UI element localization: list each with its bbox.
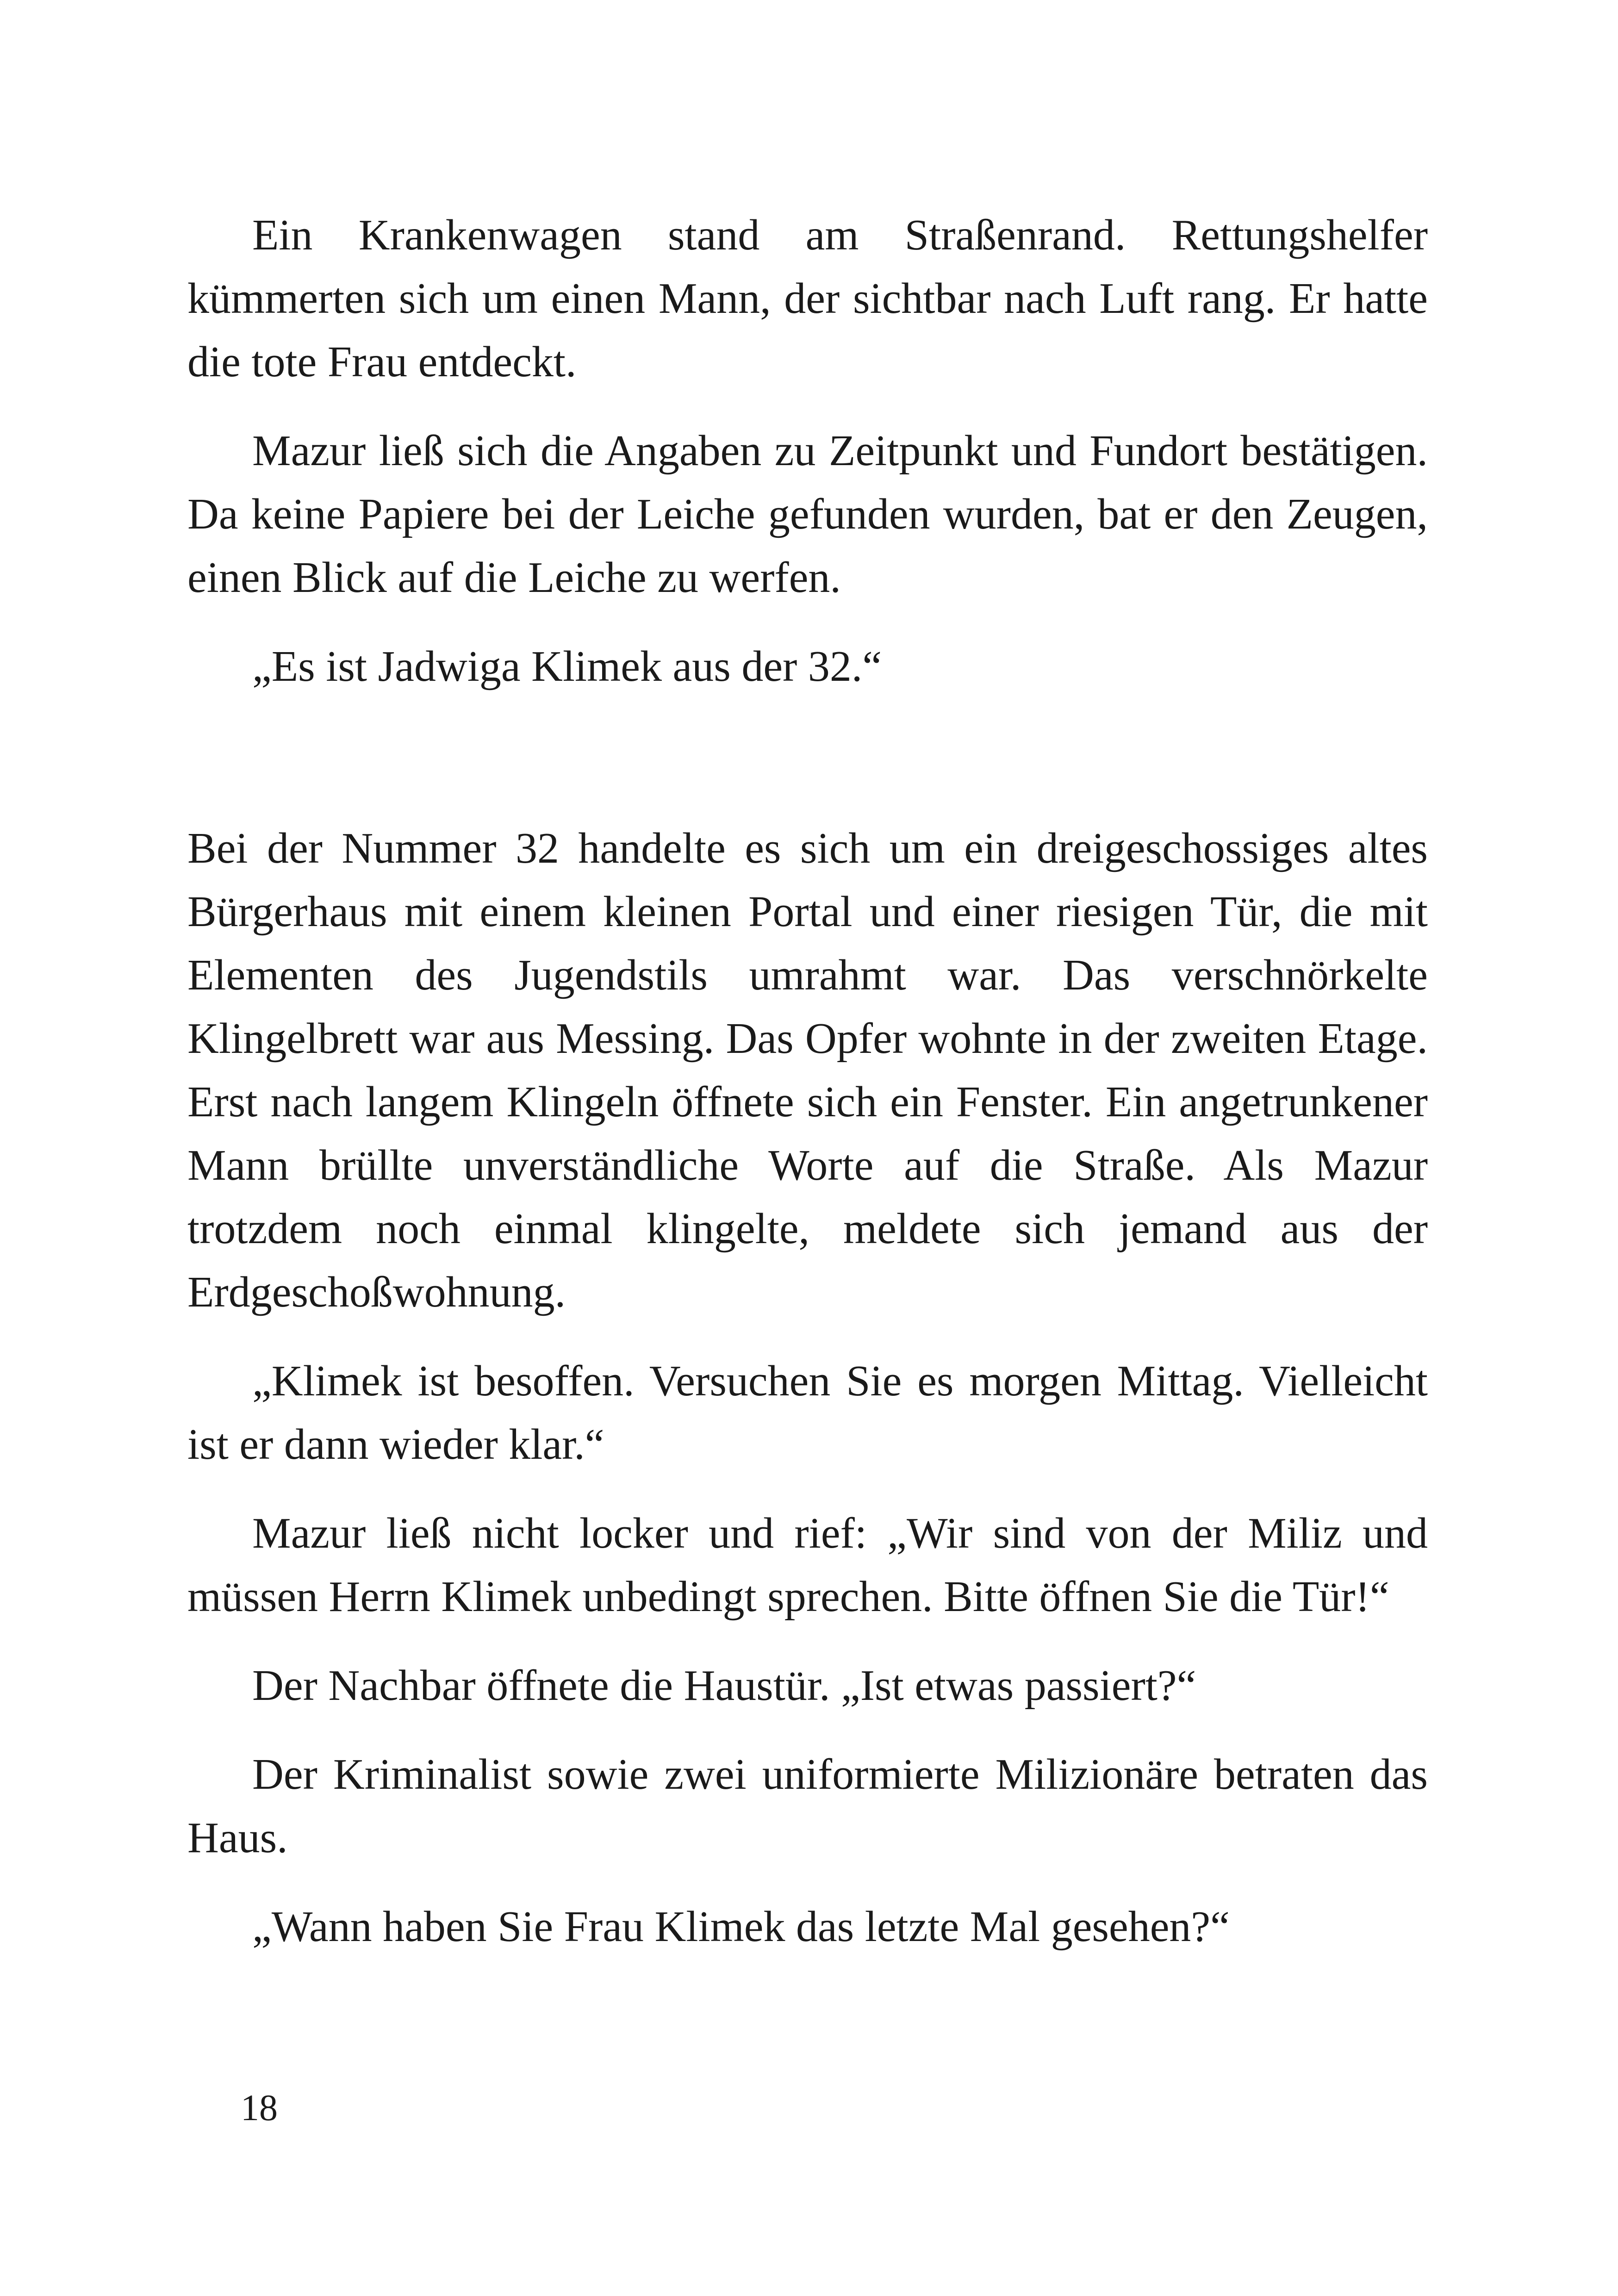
paragraph: Der Kriminalist sowie zwei uniformierte Milizionäre betraten das Haus. bbox=[187, 1750, 1428, 1862]
paragraph: Mazur ließ nicht locker und rief: „Wir sind von der Miliz und müssen Herrn Klimek unbedingt sprechen. Bitte öffnen Sie die Tür!“ bbox=[187, 1509, 1428, 1621]
paragraph: Der Nachbar öffnete die Haustür. „Ist etwas passiert?“ bbox=[252, 1661, 1196, 1710]
paragraph: „Klimek ist besoffen. Versuchen Sie es morgen Mittag. Vielleicht ist er dann wieder klar.“ bbox=[187, 1357, 1428, 1468]
paragraph: „Wann haben Sie Frau Klimek das letzte Mal gesehen?“ bbox=[252, 1903, 1230, 1951]
paragraph: Bei der Nummer 32 handelte es sich um ein dreigeschossiges altes Bürgerhaus mit einem kleinen Portal und einer riesigen Tür, die mit Elementen des Jugendstils umrahmt war. Das verschnörkelte Klingelbrett war aus Messing. Das Opfer wohnte in der zweiten Etage. Erst nach langem Klingeln öffnete sich ein Fenster. Ein angetrunkener Mann brüllte unverständliche Worte auf die Straße. Als Mazur trotzdem noch einmal klingelte, meldete sich jemand aus der Erdgeschoßwohnung. bbox=[187, 824, 1428, 1316]
paragraph: Mazur ließ sich die Angaben zu Zeitpunkt und Fundort bestätigen. Da keine Papiere bei der Leiche gefunden wurden, bat er den Zeugen, einen Blick auf die Leiche zu werfen. bbox=[187, 427, 1428, 602]
page-number: 18 bbox=[241, 2088, 278, 2128]
section-2 bbox=[187, 817, 1428, 1984]
section-1 bbox=[187, 204, 1428, 724]
paragraph: Ein Krankenwagen stand am Straßenrand. Rettungshelfer kümmerten sich um einen Mann, der sichtbar nach Luft rang. Er hatte die tote Frau entdeckt. bbox=[187, 211, 1428, 386]
paragraph: „Es ist Jadwiga Klimek aus der 32.“ bbox=[252, 642, 882, 691]
